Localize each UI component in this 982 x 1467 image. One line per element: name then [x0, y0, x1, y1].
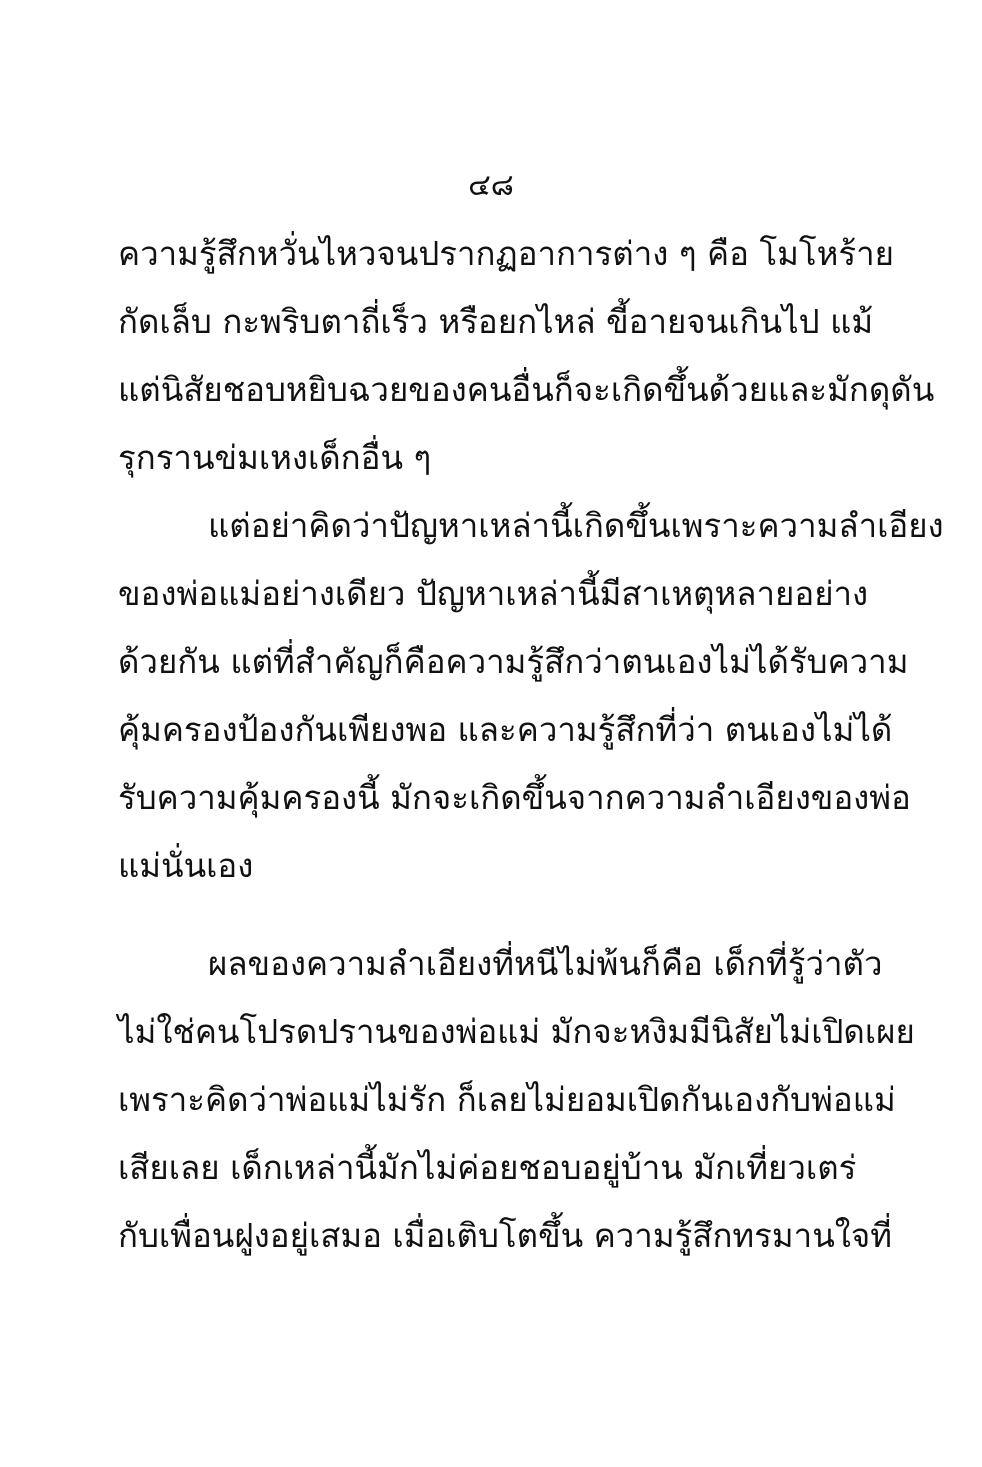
paragraph-3	[118, 930, 915, 1270]
text-line: รุกรานข่มเหงเด็กอื่น ๆ	[118, 438, 432, 477]
text-line: แม่นั่นเอง	[118, 846, 254, 885]
text-line: แต่นิสัยชอบหยิบฉวยของคนอื่นก็จะเกิดขึ้นด้วยและมักดุดัน	[118, 370, 935, 409]
text-line: ผลของความลำเอียงที่หนีไม่พ้นก็คือ เด็กที่รู้ว่าตัว	[208, 944, 883, 983]
text-line: กัดเล็บ กะพริบตาถี่เร็ว หรือยกไหล่ ขี้อายจนเกินไป แม้	[118, 302, 874, 341]
text-line: ความรู้สึกหวั่นไหวจนปรากฏอาการต่าง ๆ คือ โมโหร้าย	[118, 234, 894, 273]
text-line: ไม่ใช่คนโปรดปรานของพ่อแม่ มักจะหงิมมีนิสัยไม่เปิดเผย	[118, 1012, 915, 1051]
text-line: เสียเลย เด็กเหล่านี้มักไม่ค่อยชอบอยู่บ้าน มักเที่ยวเตร่	[118, 1148, 857, 1187]
paragraph-gap	[118, 900, 870, 930]
text-line: กับเพื่อนฝูงอยู่เสมอ เมื่อเติบโตขึ้น ความรู้สึกทรมานใจที่	[118, 1216, 892, 1255]
text-line: คุ้มครองป้องกันเพียงพอ และความรู้สึกที่ว่า ตนเองไม่ได้	[118, 710, 893, 749]
paragraph-1	[118, 220, 935, 492]
text-line: ด้วยกัน แต่ที่สำคัญก็คือความรู้สึกว่าตนเองไม่ได้รับความ	[118, 642, 909, 681]
text-line: ของพ่อแม่อย่างเดียว ปัญหาเหล่านี้มีสาเหตุหลายอย่าง	[118, 574, 869, 613]
text-line: เพราะคิดว่าพ่อแม่ไม่รัก ก็เลยไม่ยอมเปิดกันเองกับพ่อแม่	[118, 1080, 896, 1119]
body-text	[118, 220, 944, 1270]
text-line: รับความคุ้มครองนี้ มักจะเกิดขึ้นจากความลำเอียงของพ่อ	[118, 778, 911, 817]
page-number: ๔๘	[468, 168, 514, 203]
paragraph-2	[118, 492, 944, 900]
text-line: แต่อย่าคิดว่าปัญหาเหล่านี้เกิดขึ้นเพราะความลำเอียง	[208, 506, 944, 545]
